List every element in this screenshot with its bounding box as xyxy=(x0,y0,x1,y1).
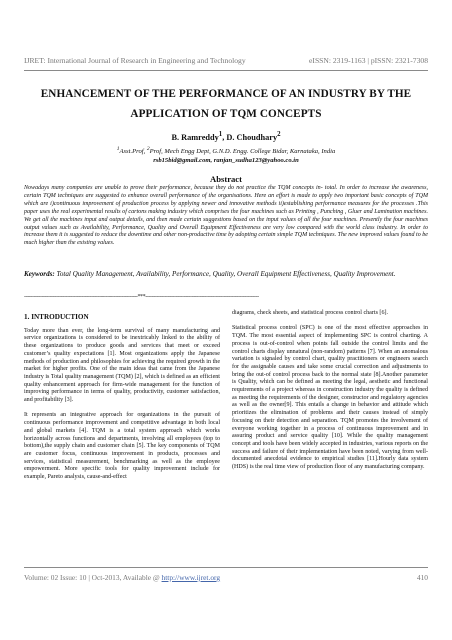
right-column xyxy=(232,310,428,479)
footer-rule xyxy=(24,567,428,568)
paper-title xyxy=(24,84,428,124)
author-emails: rsb15bid@gmail.com, ranjan_sudha123@yahoo.co.in xyxy=(153,156,299,164)
section-separator: -----------------------------------------------------------------------***----------------------------------------------------------------------- xyxy=(24,294,259,300)
keywords xyxy=(24,268,428,282)
intro-paragraph-4: Statistical process control (SPC) is one of the most effective approaches in TQM. The most essential aspect of implementing SPC is control charting. A process is out-of-control when points fall outside the control limits and the control charts display unnatural (non-random) patterns [7]. When an anomalous variation is signaled by control chart, quality practitioners or engineers search for the assignable causes and take some crucial correction and adjustments to bring the out-of control process back to the normal state [8].Another parameter is Quality, which can be defined as meeting the legal, aesthetic and functional requirements of a project whereas in construction industry the quality is defined as meeting the requirements of the designer, constructor and regulatory agencies as well as the owner[9]. This entails a change in behavior and attitude which prioritizes the elimination of problems and their causes instead of simply focusing on their detection and separation. TQM promotes the involvement of everyone working together in a process of continuous improvement and in assuring product and service quality [10]. While the quality management concept and tools have been widely accepted in industries, various reports on the success and failure of their implementation have been noted, varying from well-documented anecdotal evidence to empirical studies [11].Hourly data system (HDS) is the real time view of production floor of any manufacturing company. xyxy=(232,325,428,471)
author-2-sup: 2 xyxy=(277,131,281,138)
header-rule xyxy=(24,70,428,71)
affiliation xyxy=(24,145,428,165)
affiliation-text-2: Prof, Mech Engg Dept, G.N.D. Engg. College Bidar, Karnataka, India xyxy=(149,148,336,156)
intro-paragraph-1: Today more than ever, the long-term survival of many manufacturing and service organizations is considered to be inextricably linked to the ability of these organizations to produce goods and services that meet or exceed customer’s quality expectations [1]. Most organizations apply the Japanese methods of production and philosophies for achieving the required growth in the market for higher profits. One of the main ideas that came from the Japanese industry is Total quality management (TQM) [2], which is defined as an efficient quality enhancement approach for firm-wide management for the function of improving performance in terms of quality, productivity, customer satisfaction, and profitability [3]. xyxy=(24,327,220,404)
page-footer xyxy=(24,573,428,582)
journal-name: IJRET: International Journal of Research in Engineering and Technology xyxy=(24,56,246,65)
author-1-sup: 1 xyxy=(218,131,223,138)
footer-url-link[interactable]: http://www.ijret.org xyxy=(161,573,221,582)
author-separator: , xyxy=(222,132,227,142)
keywords-text: Total Quality Management, Availability, Performance, Quality, Overall Equipment Effectiveness, Quality Improvement. xyxy=(54,270,396,278)
abstract-body: Nowadays many companies are unable to prove their performance, because they do not practice the TQM concepts in- total. In order to increase the awareness, certain TQM techniques are suggested to enhance overall performance of the organisations. Here an effort is made to apply two important basic concepts of TQM which are i)continuous improvement of production process by applying newer and innovative methods ii)establishing performance measures for the processes .This paper uses the real experimental results of cartons making industry which comprises the four machines such as Printing , Punching , Gluer and Lamination machines. We get all the machines input and output details, and then made certain suggestions based on the input values of all the four machines. Presently the four machines output values such as Availability, Performance, Quality and Overall Equipment Effectiveness are very low compared with the world class industry. In order to increase them it is suggested to reduce the downtime and other non-productive time by adopting certain simple TQM techniques. The new improved values found to be much higher than the existing values. xyxy=(24,185,428,247)
title-line-2: APPLICATION OF TQM CONCEPTS xyxy=(130,108,322,120)
author-list xyxy=(24,131,428,142)
affiliation-text-1: Asst.Prof, xyxy=(119,148,147,156)
affiliation-sup-1: 1 xyxy=(116,146,120,152)
page-number: 410 xyxy=(416,573,428,582)
affiliation-sup-2: 2 xyxy=(146,146,150,152)
left-column xyxy=(24,310,220,489)
affiliation-line xyxy=(24,145,428,157)
section-heading-introduction: 1. INTRODUCTION xyxy=(24,313,89,321)
abstract-heading: Abstract xyxy=(210,174,242,184)
author-2: D. Choudhary xyxy=(226,132,278,142)
author-1: B. Ramreddy xyxy=(171,132,219,142)
intro-paragraph-3: diagrams, check sheets, and statistical process control charts [6]. xyxy=(232,310,388,316)
intro-paragraph-2: It represents an integrative approach for organizations in the pursuit of continuous performance improvement and competitive advantage in both local and global markets [4]. TQM is a total system approach which works horizontally across functions and departments, involving all employees (top to bottom),the supply chain and customer chain [5]. The key components of TQM are customer focus, continuous improvement in products, processes and services, statistical measurement, benchmarking as well as the employee empowerment. More specific tools for quality improvement include for example, Pareto analysis, cause-and-effect xyxy=(24,412,220,481)
journal-header xyxy=(24,56,428,65)
title-line-1: ENHANCEMENT OF THE PERFORMANCE OF AN INDUSTRY BY THE xyxy=(40,88,412,100)
journal-issn: eISSN: 2319-1163 | pISSN: 2321-7308 xyxy=(309,56,428,65)
keywords-label: Keywords: xyxy=(24,270,55,278)
footer-volume: Volume: 02 Issue: 10 | Oct-2013, Available @ xyxy=(24,573,162,582)
